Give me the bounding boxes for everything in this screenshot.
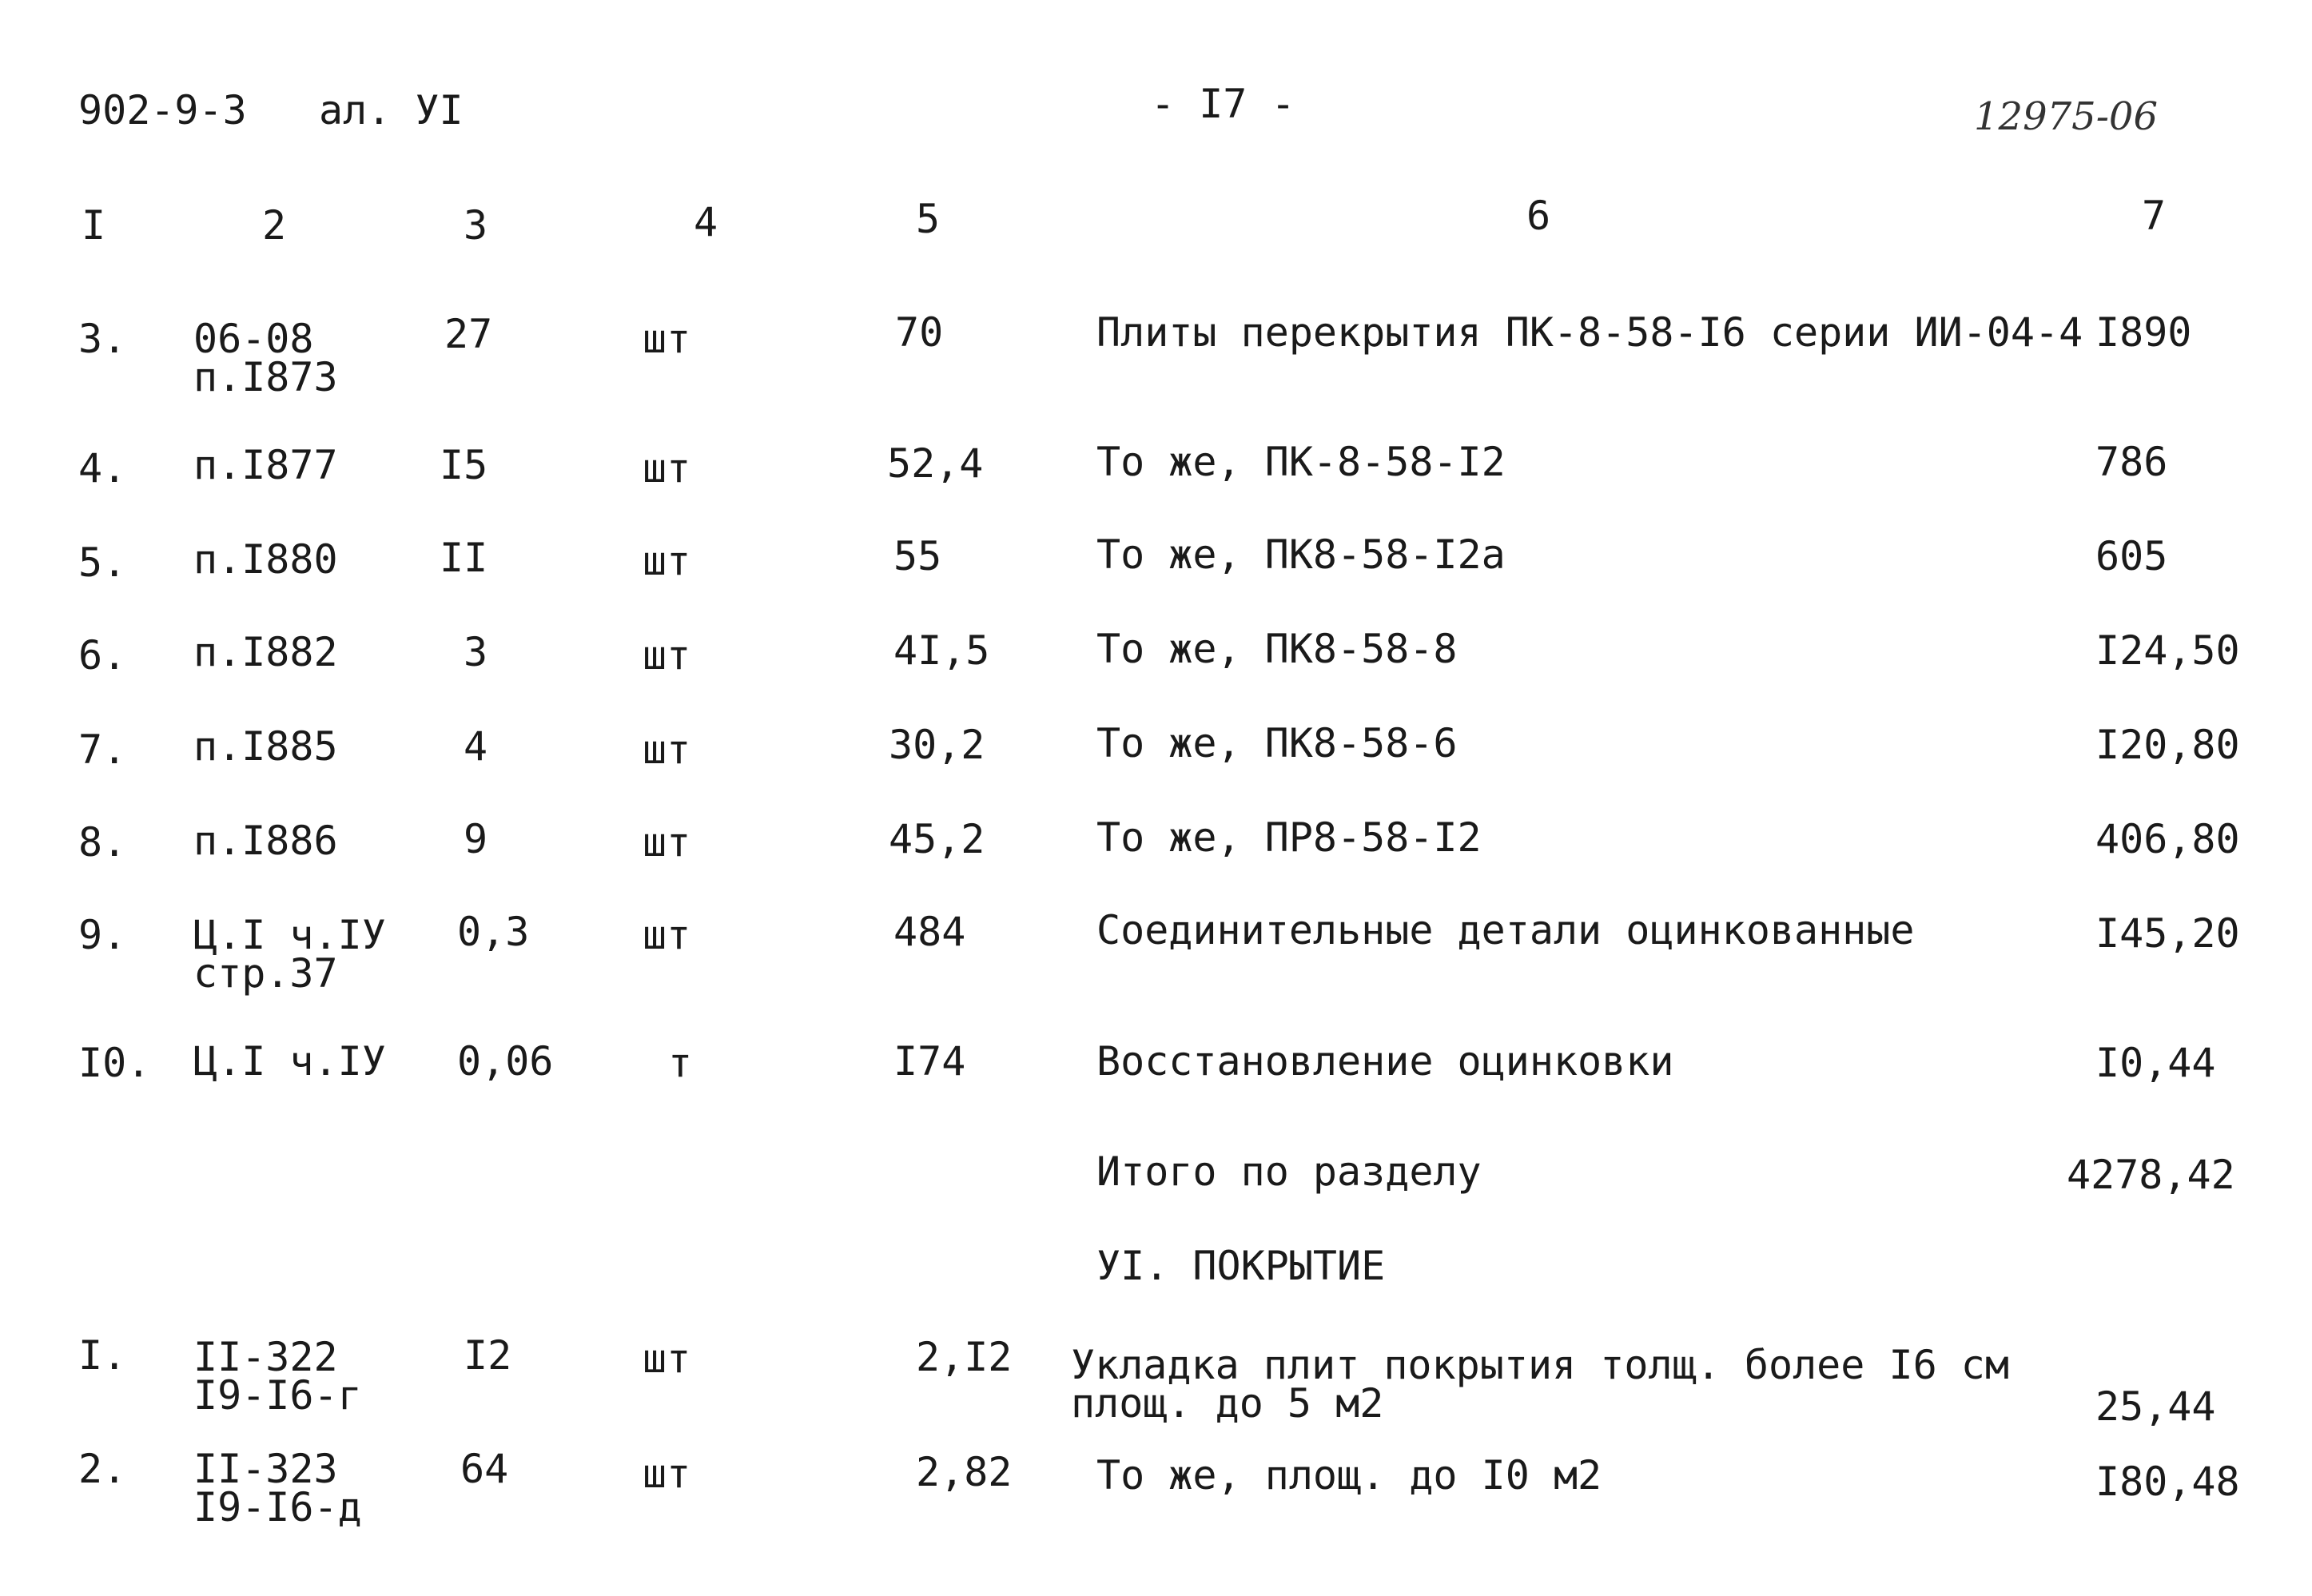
column-number-1: I xyxy=(82,202,106,249)
handwritten-inventory-number: 12975-06 xyxy=(1974,94,2158,139)
row-number: 6. xyxy=(78,632,127,679)
row-quantity: 0,06 xyxy=(457,1038,554,1085)
row-price: 4I,5 xyxy=(893,627,990,674)
row-price: I74 xyxy=(893,1038,966,1085)
row-quantity: I5 xyxy=(440,442,488,488)
row-code: п.I885 xyxy=(193,723,338,770)
row-description: Плиты перекрытия ПК-8-58-I6 серии ИИ-04-4 xyxy=(1096,309,2083,356)
row-description: То же, ПК-8-58-I2 xyxy=(1096,439,1506,485)
row-quantity: 3 xyxy=(464,629,488,675)
row-code: Ц.I ч.IУ xyxy=(193,1038,386,1085)
column-number-4: 4 xyxy=(694,199,718,245)
row-number: 8. xyxy=(78,819,127,866)
row-number: 5. xyxy=(78,539,127,586)
row-quantity: I2 xyxy=(464,1332,512,1379)
row-code: п.I886 xyxy=(193,818,338,864)
row-unit: шт xyxy=(643,726,691,773)
row-number: I. xyxy=(78,1332,127,1379)
section-heading: УI. ПОКРЫТИЕ xyxy=(1096,1243,1386,1289)
row-code: п.I882 xyxy=(193,629,338,675)
row-code: п.I880 xyxy=(193,536,338,583)
row-price: 2,I2 xyxy=(916,1334,1013,1380)
row-price: 45,2 xyxy=(889,816,985,862)
row-quantity: 4 xyxy=(464,723,488,770)
section-total-value: 4278,42 xyxy=(2067,1152,2235,1198)
row-quantity: II xyxy=(440,535,488,581)
row-description: Укладка плит покрытия толщ. более I6 см площ. до 5 м2 xyxy=(1071,1342,2009,1427)
row-unit: шт xyxy=(643,316,691,362)
row-total: I0,44 xyxy=(2095,1040,2216,1086)
row-number: 7. xyxy=(78,726,127,773)
column-number-6: 6 xyxy=(1526,193,1551,239)
column-number-2: 2 xyxy=(262,202,287,249)
row-number: 4. xyxy=(78,445,127,492)
row-description: То же, ПК8-58-8 xyxy=(1096,626,1458,672)
column-number-7: 7 xyxy=(2142,193,2167,239)
row-unit: т xyxy=(668,1040,693,1086)
row-quantity: 27 xyxy=(444,311,493,357)
row-total: I24,50 xyxy=(2095,627,2240,674)
row-quantity: 9 xyxy=(464,816,488,862)
row-total: 406,80 xyxy=(2095,816,2240,862)
row-price: 484 xyxy=(893,909,966,955)
row-price: 52,4 xyxy=(887,440,984,487)
row-code: п.I877 xyxy=(193,442,338,488)
row-total: 25,44 xyxy=(2095,1383,2216,1430)
row-total: 605 xyxy=(2095,533,2168,579)
row-unit: шт xyxy=(643,632,691,679)
row-description: То же, ПР8-58-I2 xyxy=(1096,814,1482,861)
row-total: I45,20 xyxy=(2095,910,2240,957)
page-number: - I7 - xyxy=(1151,81,1295,127)
row-number: 3. xyxy=(78,316,127,362)
row-quantity: 64 xyxy=(460,1446,509,1492)
row-description: То же, площ. до I0 м2 xyxy=(1096,1452,1602,1498)
row-unit: шт xyxy=(643,1335,691,1382)
row-unit: шт xyxy=(643,445,691,492)
row-unit: шт xyxy=(643,819,691,866)
row-total: I20,80 xyxy=(2095,722,2240,768)
row-total: I80,48 xyxy=(2095,1459,2240,1505)
row-description: То же, ПК8-58-6 xyxy=(1096,720,1458,766)
row-unit: шт xyxy=(643,1451,691,1497)
row-unit: шт xyxy=(643,912,691,958)
row-quantity: 0,3 xyxy=(457,909,530,955)
row-code: 06-08 п.I873 xyxy=(193,316,338,400)
row-price: 55 xyxy=(893,533,942,579)
row-number: 2. xyxy=(78,1446,127,1492)
row-total: 786 xyxy=(2095,439,2168,485)
row-description: Соединительные детали оцинкованные xyxy=(1096,907,1915,953)
column-number-3: 3 xyxy=(464,202,488,249)
document-code: 902-9-3 ал. УI xyxy=(78,87,464,133)
row-code: II-322 I9-I6-г xyxy=(193,1334,362,1419)
row-price: 70 xyxy=(895,309,944,356)
section-total-label: Итого по разделу xyxy=(1096,1148,1482,1195)
row-description: Восстановление оцинковки xyxy=(1096,1038,1674,1085)
row-description: То же, ПК8-58-I2а xyxy=(1096,531,1506,578)
row-total: I890 xyxy=(2095,309,2192,356)
row-number: 9. xyxy=(78,912,127,958)
row-price: 30,2 xyxy=(889,722,985,768)
row-price: 2,82 xyxy=(916,1449,1013,1495)
row-code: Ц.I ч.IУ стр.37 xyxy=(193,912,386,997)
row-unit: шт xyxy=(643,538,691,584)
row-code: II-323 I9-I6-д xyxy=(193,1446,362,1530)
row-number: I0. xyxy=(78,1040,151,1086)
column-number-5: 5 xyxy=(916,196,941,242)
